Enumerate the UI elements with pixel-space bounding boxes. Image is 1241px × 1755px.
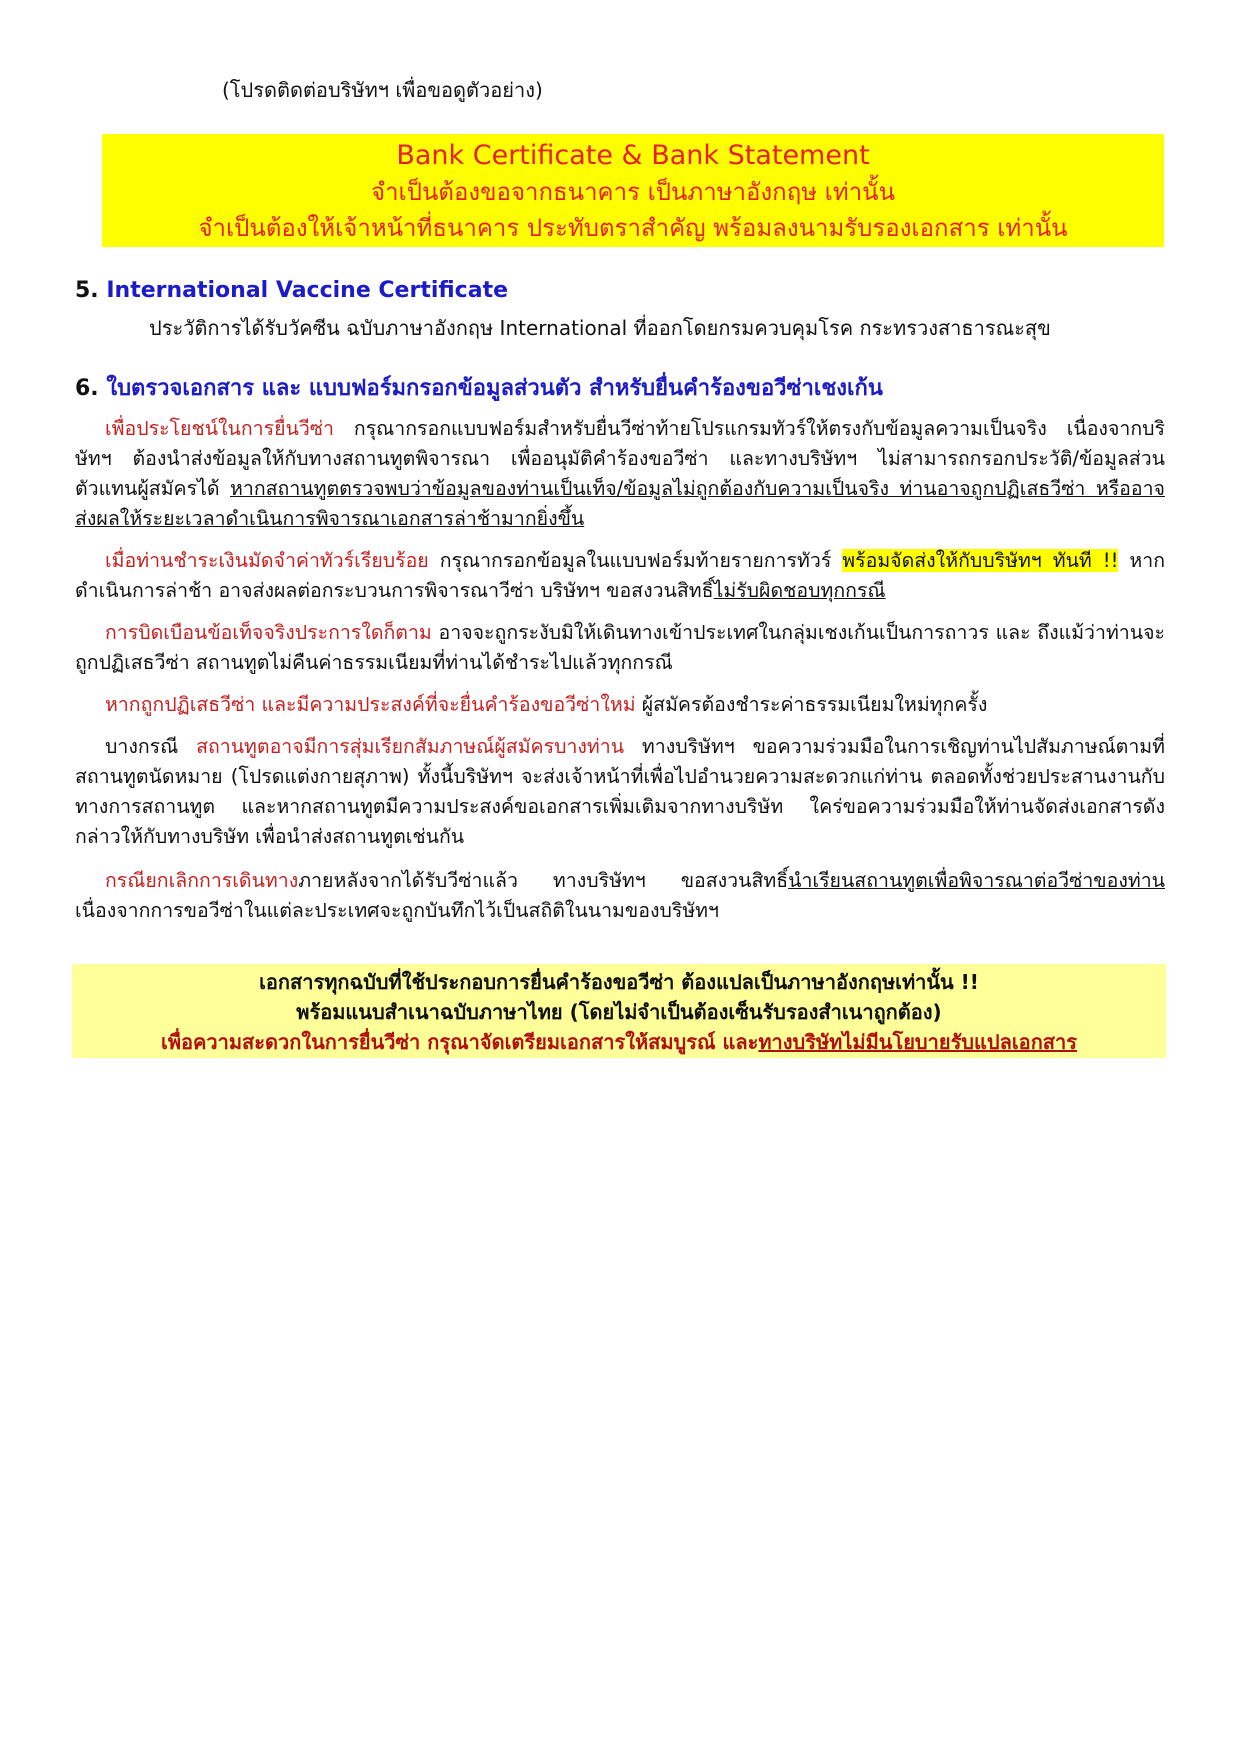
paragraph-3-red: การบิดเบือนข้อเท็จจริงประการใดก็ตาม [105, 621, 432, 644]
paragraph-6-text: ภายหลังจากได้รับวีซ่าแล้ว ทางบริษัทฯ ขอสงวนสิทธิ์ [298, 869, 789, 892]
paragraph-6-underline: นำเรียนสถานทูตเพื่อพิจารณาต่อวีซ่าของท่าน [788, 869, 1165, 892]
paragraph-5-red: สถานทูตอาจมีการสุ่มเรียกสัมภาษณ์ผู้สมัครบางท่าน [196, 735, 625, 758]
paragraph-6-text-2: เนื่องจากการขอวีซ่าในแต่ละประเทศจะถูกบันทึกไว้เป็นสถิติในนามของบริษัทฯ [75, 899, 719, 922]
banner-line-2: จำเป็นต้องขอจากธนาคาร เป็นภาษาอังกฤษ เท่านั้น [371, 178, 895, 206]
banner-title: Bank Certificate & Bank Statement [396, 140, 870, 171]
paragraph-5 [75, 732, 1165, 852]
paragraph-2-underline: ไม่รับผิดชอบทุกกรณี [713, 579, 886, 602]
paragraph-2-text-2: หากดำเนินการล่าช้า อาจส่งผลต่อกระบวนการพิจารณาวีซ่า บริษัทฯ ขอสงวนสิทธิ์ [75, 549, 1166, 602]
footer-line-3-underline: ทางบริษัทไม่มีนโยบายรับแปลเอกสาร [758, 1030, 1077, 1054]
paragraph-4-red: หากถูกปฏิเสธวีซ่า และมีความประสงค์ที่จะยื่นคำร้องขอวีซ่าใหม่ [105, 693, 636, 716]
translation-notice-box [72, 964, 1166, 1058]
footer-line-3-text: เพื่อความสะดวกในการยื่นวีซ่า กรุณาจัดเตรียมเอกสารให้สมบูรณ์ และ [161, 1030, 759, 1054]
paragraph-1-underline: หากสถานทูตตรวจพบว่าข้อมูลของท่านเป็นเท็จ/ข้อมูลไม่ถูกต้องกับความเป็นจริง ท่านอาจถูกปฏิเสธวีซ่า หรืออาจส่งผลให้ระยะเวลาดำเนินการพิจารณาเอกสารล่าช้ามากยิ่งขึ้น [75, 477, 1165, 530]
section-6-heading [75, 370, 883, 405]
section-5-title: International Vaccine Certificate [106, 278, 509, 303]
section-5-text: ประวัติการได้รับวัคซีน ฉบับภาษาอังกฤษ International ที่ออกโดยกรมควบคุมโรค กระทรวงสาธารณะสุข [149, 316, 1051, 340]
paragraph-2-highlight: พร้อมจัดส่งให้กับบริษัทฯ ทันที !! [842, 549, 1119, 572]
paragraph-3 [75, 618, 1165, 678]
paragraph-6 [75, 866, 1165, 926]
contact-note: (โปรดติดต่อบริษัทฯ เพื่อขอดูตัวอย่าง) [222, 78, 543, 102]
paragraph-1 [75, 414, 1165, 534]
paragraph-6-red: กรณียกเลิกการเดินทาง [105, 869, 299, 892]
section-6-title: ใบตรวจเอกสาร และ แบบฟอร์มกรอกข้อมูลส่วนตัว สำหรับยื่นคำร้องขอวีซ่าเชงเก้น [106, 376, 883, 401]
footer-line-3 [72, 1027, 1166, 1057]
paragraph-5-text: บางกรณี [105, 735, 197, 758]
section-5-number: 5. [75, 278, 99, 303]
paragraph-1-text: กรุณากรอกแบบฟอร์มสำหรับยื่นวีซ่าท้ายโปรแกรมทัวร์ให้ตรงกับข้อมูลความเป็นจริง เนื่องจากบริษัทฯ ต้องนำส่งข้อมูลให้กับทางสถานทูตพิจารณา เพื่ออนุมัติคำร้องขอวีซ่า และทางบริษัทฯ ไม่สามารถกรอกประวัติ/ข้อมูลส่วนตัวแทนผู้สมัครได้ [75, 417, 1165, 500]
footer-line-2: พร้อมแนบสำเนาฉบับภาษาไทย (โดยไม่จำเป็นต้องเซ็นรับรองสำเนาถูกต้อง) [296, 1000, 942, 1024]
paragraph-1-red: เพื่อประโยชน์ในการยื่นวีซ่า [105, 417, 334, 440]
paragraph-3-text: อาจจะถูกระงับมิให้เดินทางเข้าประเทศในกลุ่มเชงเก้นเป็นการถาวร และ ถึงแม้ว่าท่านจะถูกปฏิเสธวีซ่า สถานทูตไม่คืนค่าธรรมเนียมที่ท่านได้ชำระไปแล้วทุกกรณี [75, 621, 1165, 674]
paragraph-4 [75, 690, 1165, 720]
banner-line-3: จำเป็นต้องให้เจ้าหน้าที่ธนาคาร ประทับตราสำคัญ พร้อมลงนามรับรองเอกสาร เท่านั้น [198, 214, 1068, 242]
section-5-heading [75, 278, 508, 303]
paragraph-4-text: ผู้สมัครต้องชำระค่าธรรมเนียมใหม่ทุกครั้ง [635, 693, 988, 716]
bank-requirement-banner [102, 134, 1164, 247]
section-6-number: 6. [75, 376, 99, 401]
paragraph-5-text-2: ทางบริษัทฯ ขอความร่วมมือในการเชิญท่านไปสัมภาษณ์ตามที่สถานทูตนัดหมาย (โปรดแต่งกายสุภาพ) ทั้งนี้บริษัทฯ จะส่งเจ้าหน้าที่เพื่อไปอำนวยความสะดวกแก่ท่าน ตลอดทั้งช่วยประสานงานกับทางการสถานทูต และหากสถานทูตมีความประสงค์ขอเอกสารเพิ่มเติมจากทางบริษัท ใคร่ขอความร่วมมือให้ท่านจัดส่งเอกสารดังกล่าวให้กับทางบริษัท เพื่อนำส่งสถานทูตเช่นกัน [75, 735, 1165, 848]
paragraph-2-text: กรุณากรอกข้อมูลในแบบฟอร์มท้ายรายการทัวร์ [428, 549, 843, 572]
footer-line-1: เอกสารทุกฉบับที่ใช้ประกอบการยื่นคำร้องขอวีซ่า ต้องแปลเป็นภาษาอังกฤษเท่านั้น !! [259, 970, 979, 994]
paragraph-2-red: เมื่อท่านชำระเงินมัดจำค่าทัวร์เรียบร้อย [105, 549, 429, 572]
paragraph-2 [75, 546, 1165, 606]
